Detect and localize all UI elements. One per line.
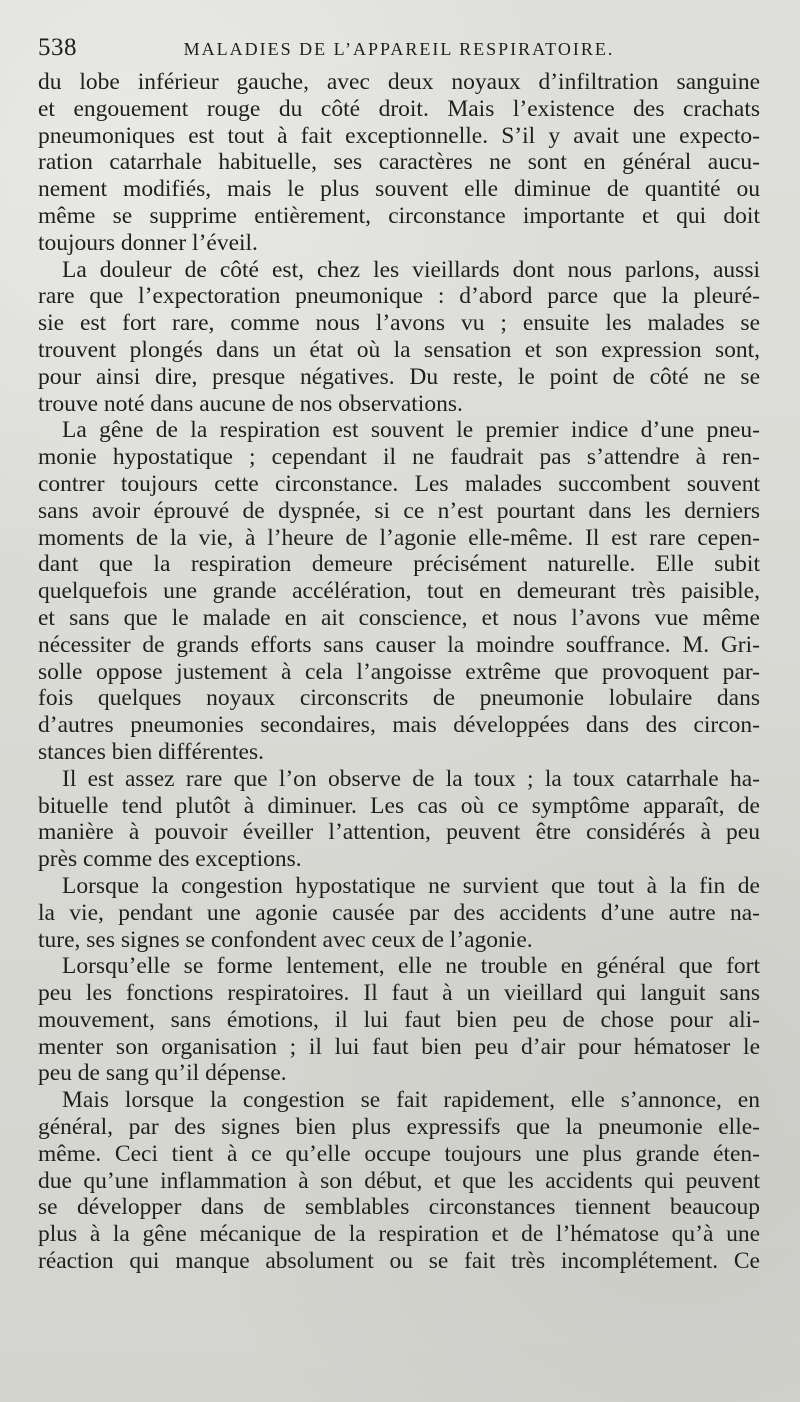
text-line: la vie, pendant une agonie causée par des accidents d’une autre na-: [38, 899, 760, 926]
text-line: se développer dans de semblables circonstances tiennent beaucoup: [38, 1194, 760, 1221]
text-line: même. Ceci tient à ce qu’elle occupe toujours une plus grande éten-: [38, 1140, 760, 1167]
text-line: même se supprime entièrement, circonstance importante et qui doit: [38, 202, 760, 229]
text-line: peu les fonctions respiratoires. Il faut à un vieillard qui languit sans: [38, 980, 760, 1007]
text-line: Mais lorsque la congestion se fait rapidement, elle s’annonce, en: [62, 1087, 760, 1114]
text-line: sans avoir éprouvé de dyspnée, si ce n’est pourtant dans les derniers: [38, 497, 760, 524]
text-line: La douleur de côté est, chez les vieillards dont nous parlons, aussi: [62, 256, 760, 283]
text-line: réaction qui manque absolument ou se fait très incomplétement. Ce: [38, 1248, 760, 1275]
text-line: sie est fort rare, comme nous l’avons vu ; ensuite les malades se: [38, 310, 760, 337]
text-line: quelquefois une grande accélération, tout en demeurant très paisible,: [38, 578, 760, 605]
text-line: rare que l’expectoration pneumonique : d’abord parce que la pleuré-: [38, 283, 760, 310]
text-line: et engouement rouge du côté droit. Mais l’existence des crachats: [38, 95, 760, 122]
text-line: nement modifiés, mais le plus souvent elle diminue de quantité ou: [38, 176, 760, 203]
text-line: trouve noté dans aucune de nos observations.: [38, 390, 463, 417]
text-line: peu de sang qu’il dépense.: [38, 1060, 287, 1087]
text-line: trouvent plongés dans un état où la sensation et son expression sont,: [38, 336, 760, 363]
text-line: monie hypostatique ; cependant il ne faudrait pas s’attendre à ren-: [38, 444, 760, 471]
text-line: du lobe inférieur gauche, avec deux noyaux d’infiltration sanguine: [38, 69, 760, 95]
text-line: Il est assez rare que l’on observe de la toux ; la toux catarrhale ha-: [62, 765, 760, 792]
text-line: ration catarrhale habituelle, ses caractères ne sont en général aucu-: [38, 149, 760, 176]
text-line: nécessiter de grands efforts sans causer la moindre souffrance. M. Gri-: [38, 631, 760, 658]
text-line: d’autres pneumonies secondaires, mais développées dans des circon-: [38, 712, 760, 739]
text-line: La gêne de la respiration est souvent le premier indice d’une pneu-: [62, 417, 760, 444]
text-line: et sans que le malade en ait conscience, et nous l’avons vue même: [38, 604, 760, 631]
text-line: menter son organisation ; il lui faut bien peu d’air pour hématoser le: [38, 1033, 760, 1060]
text-line: solle oppose justement à cela l’angoisse extrême que provoquent par-: [38, 658, 760, 685]
text-line: moments de la vie, à l’heure de l’agonie elle-même. Il est rare cepen-: [38, 524, 760, 551]
body-text: [38, 69, 760, 1275]
text-line: manière à pouvoir éveiller l’attention, peuvent être considérés à peu: [38, 819, 760, 846]
text-line: ture, ses signes se confondent avec ceux de l’agonie.: [38, 926, 533, 953]
text-line: près comme des exceptions.: [38, 846, 302, 873]
text-line: mouvement, sans émotions, il lui faut bien peu de chose pour ali-: [38, 1006, 760, 1033]
text-line: plus à la gêne mécanique de la respiration et de l’hématose qu’à une: [38, 1221, 760, 1248]
text-line: pour ainsi dire, presque négatives. Du reste, le point de côté ne se: [38, 363, 760, 390]
running-head: MALADIES DE L’APPAREIL RESPIRATOIRE.: [183, 39, 615, 59]
text-line: stances bien différentes.: [38, 738, 264, 765]
text-line: due qu’une inflammation à son début, et que les accidents qui peuvent: [38, 1167, 760, 1194]
page-header: [38, 34, 760, 68]
text-line: général, par des signes bien plus expressifs que la pneumonie elle-: [38, 1114, 760, 1141]
text-line: dant que la respiration demeure précisément naturelle. Elle subit: [38, 551, 760, 578]
text-line: pneumoniques est tout à fait exceptionnelle. S’il y avait une expecto-: [38, 122, 760, 149]
text-line: Lorsqu’elle se forme lentement, elle ne trouble en général que fort: [62, 953, 760, 980]
text-line: bituelle tend plutôt à diminuer. Les cas où ce symptôme apparaît, de: [38, 792, 760, 819]
text-line: contrer toujours cette circonstance. Les malades succombent souvent: [38, 470, 760, 497]
text-line: fois quelques noyaux circonscrits de pneumonie lobulaire dans: [38, 685, 760, 712]
text-line: toujours donner l’éveil.: [38, 229, 258, 256]
page-number: 538: [38, 34, 77, 61]
text-line: Lorsque la congestion hypostatique ne survient que tout à la fin de: [62, 872, 760, 899]
